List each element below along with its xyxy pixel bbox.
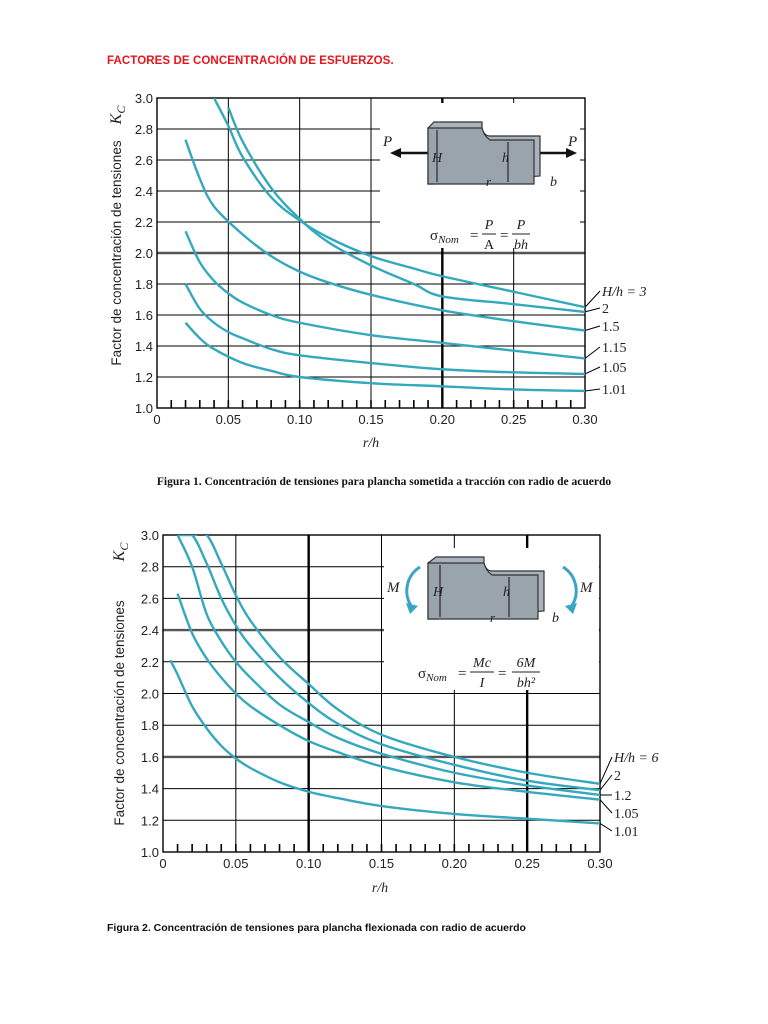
y-tick-label: 2.6 — [134, 153, 153, 168]
series-label: 1.15 — [602, 341, 627, 356]
x-tick-label: 0.05 — [223, 856, 249, 871]
svg-text:=: = — [458, 666, 467, 682]
y-tick-label: 1.4 — [140, 781, 159, 797]
svg-text:6M: 6M — [516, 656, 536, 671]
x-tick-label: 0.15 — [368, 856, 395, 871]
dim2-r: r — [490, 610, 496, 625]
y-tick-label: 2.0 — [140, 686, 159, 702]
chart2-series-labels — [600, 751, 658, 840]
y-tick-label: 2.6 — [140, 591, 159, 607]
svg-text:bh: bh — [514, 238, 528, 253]
series-label: H/h = 6 — [614, 751, 659, 766]
svg-text:σNom: $\sigma_{Nom}$ — [430, 228, 459, 246]
x-tick-label: 0.15 — [358, 412, 384, 427]
chart2-ylabel-symbol: $K_C$ — [111, 542, 131, 562]
x-tick-label: 0.20 — [429, 412, 455, 427]
y-tick-label: 1.6 — [140, 749, 159, 765]
series-label: 1.01 — [614, 825, 639, 840]
chart1-ylabel-symbol: $K_C$ — [108, 105, 128, 125]
y-tick-label: 2.4 — [140, 623, 159, 639]
x-tick-label: 0.20 — [441, 856, 467, 871]
x-tick-label: 0.10 — [287, 412, 313, 427]
y-tick-label: 3.0 — [134, 91, 153, 106]
y-tick-label: 1.4 — [134, 339, 153, 354]
dim-H: H — [432, 151, 443, 166]
y-tick-label: 1.8 — [140, 718, 159, 734]
x-tick-label: 0 — [153, 412, 161, 427]
y-tick-label: 2.4 — [134, 184, 153, 199]
y-tick-label: 3.0 — [140, 528, 159, 543]
svg-text:=: = — [498, 666, 507, 682]
x-tick-label: 0.30 — [587, 856, 613, 871]
svg-text:=: = — [470, 228, 479, 244]
y-tick-label: 1.6 — [134, 308, 153, 323]
x-tick-label: 0.25 — [514, 856, 540, 871]
svg-text:=: = — [500, 228, 509, 244]
x-tick-label: 0.05 — [215, 412, 241, 427]
load-p-left: P — [383, 134, 393, 150]
dim-b: b — [550, 175, 557, 190]
y-tick-label: 2.8 — [140, 559, 159, 575]
load-p-right: P — [568, 134, 578, 150]
x-tick-label: 0.25 — [501, 412, 527, 427]
chart2-diagram — [384, 548, 599, 691]
leader-line — [600, 800, 612, 813]
svg-text:P: P — [516, 218, 526, 233]
y-tick-label: 1.2 — [140, 813, 159, 829]
dim-h: h — [502, 151, 509, 166]
svg-text:σNom: $\sigma_{Nom}$ — [418, 666, 447, 684]
y-tick-label: 2.2 — [134, 215, 153, 230]
chart2-xlabel: r/h — [371, 881, 389, 896]
chart1-ylabel-text: Factor de concentración de tensiones — [109, 140, 124, 366]
series-label: 1.05 — [614, 807, 639, 822]
series-label: 1.05 — [602, 361, 627, 376]
y-tick-label: 1.8 — [134, 277, 153, 292]
x-tick-label: 0.30 — [572, 412, 598, 427]
moment-m-right: M — [580, 580, 593, 596]
leader-line — [600, 823, 612, 831]
chart2-ylabel-text: Factor de concentración de tensiones — [112, 600, 127, 826]
dim2-h: h — [503, 585, 510, 600]
svg-text:bh²: bh² — [516, 676, 536, 691]
y-tick-label: 1.0 — [134, 401, 153, 416]
figure2-caption: Figura 2. Concentración de tensiones para plancha flexionada con radio de acuerdo — [107, 922, 526, 934]
svg-text:A: A — [483, 238, 495, 253]
figure1-caption: Figura 1. Concentración de tensiones para plancha sometida a tracción con radio de acuerdo — [156, 476, 612, 488]
dim2-b: b — [552, 611, 559, 626]
svg-text:Mc: Mc — [473, 656, 491, 671]
leader-line — [600, 775, 612, 790]
moment-m-left: M — [387, 580, 400, 596]
y-tick-label: 2.0 — [134, 246, 153, 261]
dim-r: r — [486, 174, 492, 189]
y-tick-label: 2.8 — [134, 122, 153, 137]
series-label: 1.01 — [602, 383, 627, 398]
svg-text:I: I — [479, 676, 485, 691]
y-tick-label: 1.2 — [134, 370, 153, 385]
leader-line — [600, 757, 612, 784]
svg-text:P: P — [484, 218, 494, 233]
x-tick-label: 0 — [159, 856, 167, 871]
series-label: 1.2 — [614, 789, 632, 804]
dim2-H: H — [433, 585, 444, 600]
page-heading: FACTORES DE CONCENTRACIÓN DE ESFUERZOS. — [107, 55, 394, 67]
y-tick-label: 1.0 — [140, 845, 159, 860]
series-label: H/h = 3 — [602, 285, 647, 300]
x-tick-label: 0.10 — [296, 856, 322, 871]
series-label: 1.5 — [602, 320, 620, 335]
series-label: 2 — [602, 302, 609, 317]
chart1-xlabel: r/h — [362, 436, 380, 451]
y-tick-label: 2.2 — [140, 654, 159, 670]
series-label: 2 — [614, 769, 621, 784]
